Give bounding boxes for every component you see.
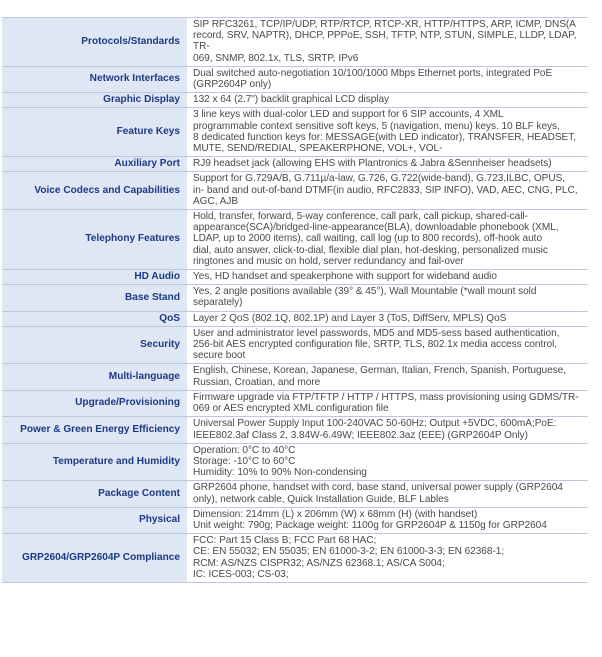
spec-table-body: [2, 18, 588, 583]
spec-value-line: secure boot: [193, 350, 246, 362]
spec-value-line: FCC: Part 15 Class B; FCC Part 68 HAC;: [193, 535, 377, 547]
spec-value: [187, 326, 588, 364]
spec-label: Protocols/Standards: [2, 18, 187, 67]
spec-value-line: 3 line keys with dual-color LED and support for 6 SIP accounts, 4 XML: [193, 109, 504, 121]
spec-value-line: Humidity: 10% to 90% Non-condensing: [193, 467, 367, 479]
spec-row: [2, 108, 588, 157]
spec-label: Security: [2, 326, 187, 364]
spec-value-line: IEEE802.3af Class 2, 3.84W-6.49W; IEEE802.3az (EEE) (GRP2604P Only): [193, 429, 528, 441]
spec-label: GRP2604/GRP2604P Compliance: [2, 534, 187, 583]
spec-label: Base Stand: [2, 285, 187, 311]
spec-row: [2, 285, 588, 311]
spec-label: Multi-language: [2, 364, 187, 390]
spec-label: Upgrade/Provisioning: [2, 390, 187, 416]
spec-value-line: SIP RFC3261, TCP/IP/UDP, RTP/RTCP, RTCP-XR, HTTP/HTTPS, ARP, ICMP, DNS(A: [193, 19, 576, 30]
spec-value: [187, 93, 588, 108]
spec-value-line: 256-bit AES encrypted configuration file, SRTP, TLS, 802.1x media access control,: [193, 339, 558, 351]
spec-value-line: separately): [193, 297, 243, 309]
spec-label: Auxiliary Port: [2, 157, 187, 172]
spec-value-line: IC: ICES-003; CS-03;: [193, 568, 289, 580]
spec-value-line: Firmware upgrade via FTP/TFTP / HTTP / HTTPS, mass provisioning using GDMS/TR-: [193, 391, 579, 403]
spec-value-line: RJ9 headset jack (allowing EHS with Plantronics & Jabra &Sennheiser headsets): [193, 158, 552, 170]
spec-value: [187, 443, 588, 481]
spec-label: Power & Green Energy Efficiency: [2, 417, 187, 443]
spec-label: Telephony Features: [2, 210, 187, 270]
spec-row: [2, 481, 588, 507]
spec-value: [187, 157, 588, 172]
spec-row: [2, 66, 588, 92]
spec-value-line: Support for G.729A/B, G.711µ/a-law, G.726, G.722(wide-band), G.723,ILBC, OPUS,: [193, 173, 566, 185]
spec-value-line: Hold, transfer, forward, 5-way conference, call park, call pickup, shared-call-: [193, 211, 528, 223]
spec-value-line: AGC, AJB: [193, 195, 239, 207]
spec-value-line: 069 or AES encrypted XML configuration file: [193, 403, 389, 415]
spec-value-line: only), network cable, Quick Installation Guide, BLF Lables: [193, 493, 449, 505]
spec-value-line: Storage: -10°C to 60°C: [193, 455, 296, 467]
spec-row: [2, 326, 588, 364]
spec-row: [2, 443, 588, 481]
spec-value-line: RCM: AS/NZS CISPR32; AS/NZS 62368.1; AS/CA S004;: [193, 557, 445, 569]
spec-value: [187, 390, 588, 416]
spec-value: [187, 108, 588, 157]
spec-value-line: Yes, HD handset and speakerphone with support for wideband audio: [193, 271, 497, 283]
spec-value-line: ringtones and music on hold, server redundancy and fail-over: [193, 255, 464, 267]
spec-value: [187, 66, 588, 92]
spec-label: Physical: [2, 507, 187, 533]
spec-value-line: 8 dedicated function keys for: MESSAGE(with LED indicator), TRANSFER, HEADSET,: [193, 131, 576, 143]
spec-row: [2, 364, 588, 390]
spec-value-line: Operation: 0°C to 40°C: [193, 444, 296, 456]
spec-row: [2, 18, 588, 67]
spec-value-line: GRP2604 phone, handset with cord, base stand, universal power supply (GRP2604: [193, 482, 563, 494]
spec-value: [187, 172, 588, 210]
spec-value: [187, 481, 588, 507]
spec-row: [2, 311, 588, 326]
spec-value-line: Layer 2 QoS (802.1Q, 802.1P) and Layer 3 (ToS, DiffServ, MPLS) QoS: [193, 312, 507, 324]
spec-value: [187, 210, 588, 270]
spec-value: [187, 507, 588, 533]
spec-value-line: LDAP, up to 2000 items), call waiting, call log (up to 800 records), off-hook auto: [193, 233, 543, 245]
spec-value-line: record, SRV, NAPTR), DHCP, PPPoE, SSH, TFTP, NTP, STUN, SIMPLE, LLDP, LDAP, TR-: [193, 30, 577, 53]
spec-value-line: English, Chinese, Korean, Japanese, German, Italian, French, Spanish, Portuguese,: [193, 365, 567, 377]
spec-value: [187, 311, 588, 326]
spec-row: [2, 270, 588, 285]
spec-row: [2, 172, 588, 210]
spec-value-line: CE: EN 55032; EN 55035; EN 61000-3-2; EN 61000-3-3; EN 62368-1;: [193, 546, 505, 558]
spec-value-line: MUTE, SEND/REDIAL, SPEAKERPHONE, VOL+, VOL-: [193, 143, 443, 155]
spec-value-line: Dimension: 214mm (L) x 206mm (W) x 68mm (H) (with handset): [193, 508, 478, 520]
spec-row: [2, 157, 588, 172]
spec-row: [2, 93, 588, 108]
spec-row: [2, 534, 588, 583]
spec-value: [187, 270, 588, 285]
spec-value-line: (GRP2604P only): [193, 79, 272, 91]
spec-value-line: in- band and out-of-band DTMF(in audio, RFC2833, SIP INFO), VAD, AEC, CNG, PLC,: [193, 184, 578, 196]
spec-value: [187, 534, 588, 583]
spec-value-line: 132 x 64 (2.7") backlit graphical LCD display: [193, 94, 390, 106]
spec-value-line: dial, auto answer, click-to-dial, flexible dial plan, hot-desking, personalized music: [193, 244, 548, 256]
spec-label: Voice Codecs and Capabilities: [2, 172, 187, 210]
spec-value-line: Unit weight: 790g; Package weight: 1100g for GRP2604P & 1150g for GRP2604: [193, 519, 547, 531]
spec-table: [2, 17, 588, 583]
spec-row: [2, 417, 588, 443]
spec-value-line: Russian, Croatian, and more: [193, 376, 321, 388]
spec-value: [187, 285, 588, 311]
spec-value-line: 069, SNMP, 802.1x, TLS, SRTP, IPv6: [193, 52, 359, 64]
spec-value-line: Yes, 2 angle positions available (39° & 45°), Wall Mountable (*wall mount sold: [193, 286, 537, 298]
spec-label: Temperature and Humidity: [2, 443, 187, 481]
spec-label: Package Content: [2, 481, 187, 507]
spec-value: [187, 18, 588, 67]
spec-value-line: Universal Power Supply Input 100-240VAC 50-60Hz; Output +5VDC, 600mA;PoE:: [193, 418, 557, 430]
spec-label: Feature Keys: [2, 108, 187, 157]
spec-row: [2, 507, 588, 533]
spec-row: [2, 390, 588, 416]
spec-value-line: appearance(SCA)/bridged-line-appearance(BLA), downloadable phonebook (XML,: [193, 222, 559, 234]
spec-label: QoS: [2, 311, 187, 326]
spec-value-line: Dual switched auto-negotiation 10/100/1000 Mbps Ethernet ports, integrated PoE: [193, 67, 553, 79]
spec-label: Network Interfaces: [2, 66, 187, 92]
spec-value: [187, 364, 588, 390]
spec-value: [187, 417, 588, 443]
spec-label: Graphic Display: [2, 93, 187, 108]
spec-row: [2, 210, 588, 270]
spec-value-line: programmable context sensitive soft keys, 5 (navigation, menu) keys. 10 BLF keys,: [193, 120, 560, 132]
spec-value-line: User and administrator level passwords, MD5 and MD5-sess based authentication,: [193, 327, 560, 339]
spec-label: HD Audio: [2, 270, 187, 285]
